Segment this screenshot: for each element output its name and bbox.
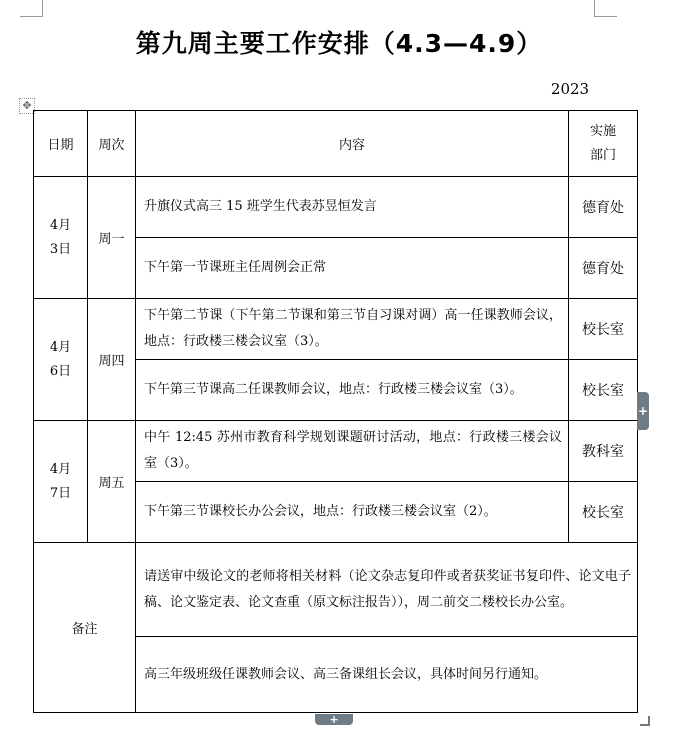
item-dept: 德育处 xyxy=(569,238,638,299)
table-row xyxy=(34,299,638,360)
item-content: 升旗仪式高三 15 班学生代表苏昱恒发言 xyxy=(136,177,569,238)
header-date: 日期 xyxy=(34,111,88,177)
insert-column-icon[interactable]: + xyxy=(637,392,649,430)
remarks-item: 请送审中级论文的老师将相关材料（论文杂志复印件或者获奖证书复印件、论文电子稿、论文鉴定表、论文查重（原文标注报告）），周二前交二楼校长办公室。 xyxy=(136,543,638,637)
table-resize-handle-icon[interactable] xyxy=(640,716,650,726)
schedule-table xyxy=(33,110,638,713)
day-date: 4月 6日 xyxy=(34,299,88,421)
item-content: 下午第一节课班主任周例会正常 xyxy=(136,238,569,299)
item-dept: 教科室 xyxy=(569,421,638,482)
day-weekday: 周五 xyxy=(88,421,136,543)
page-corner-mark-top-left xyxy=(20,0,43,17)
item-content: 下午第二节课（下午第二节课和第三节自习课对调）高一任课教师会议，地点：行政楼三楼会议室（3）。 xyxy=(136,299,569,360)
day-weekday: 周四 xyxy=(88,299,136,421)
remarks-row xyxy=(34,543,638,637)
day-weekday: 周一 xyxy=(88,177,136,299)
year-label: 2023 xyxy=(550,80,590,98)
item-content: 下午第三节课校长办公会议，地点：行政楼三楼会议室（2）。 xyxy=(136,482,569,543)
day-date: 4月 3日 xyxy=(34,177,88,299)
item-dept: 校长室 xyxy=(569,299,638,360)
item-dept: 校长室 xyxy=(569,360,638,421)
remarks-item: 高三年级班级任课教师会议、高三备课组长会议，具体时间另行通知。 xyxy=(136,637,638,713)
insert-row-icon[interactable]: + xyxy=(315,714,353,725)
table-row xyxy=(34,421,638,482)
header-weekday: 周次 xyxy=(88,111,136,177)
day-date: 4月 7日 xyxy=(34,421,88,543)
item-content: 下午第三节课高二任课教师会议，地点：行政楼三楼会议室（3）。 xyxy=(136,360,569,421)
header-dept: 实施 部门 xyxy=(569,111,638,177)
header-row xyxy=(34,111,638,177)
header-content: 内容 xyxy=(136,111,569,177)
remarks-label: 备注 xyxy=(34,543,136,713)
item-dept: 德育处 xyxy=(569,177,638,238)
item-content: 中午 12:45 苏州市教育科学规划课题研讨活动，地点：行政楼三楼会议室（3）。 xyxy=(136,421,569,482)
item-dept: 校长室 xyxy=(569,482,638,543)
table-move-handle-icon[interactable]: ✥ xyxy=(19,98,35,114)
page-corner-mark-top-right xyxy=(594,0,617,17)
table-row xyxy=(34,177,638,238)
document-title: 第九周主要工作安排（4.3—4.9） xyxy=(135,29,543,58)
